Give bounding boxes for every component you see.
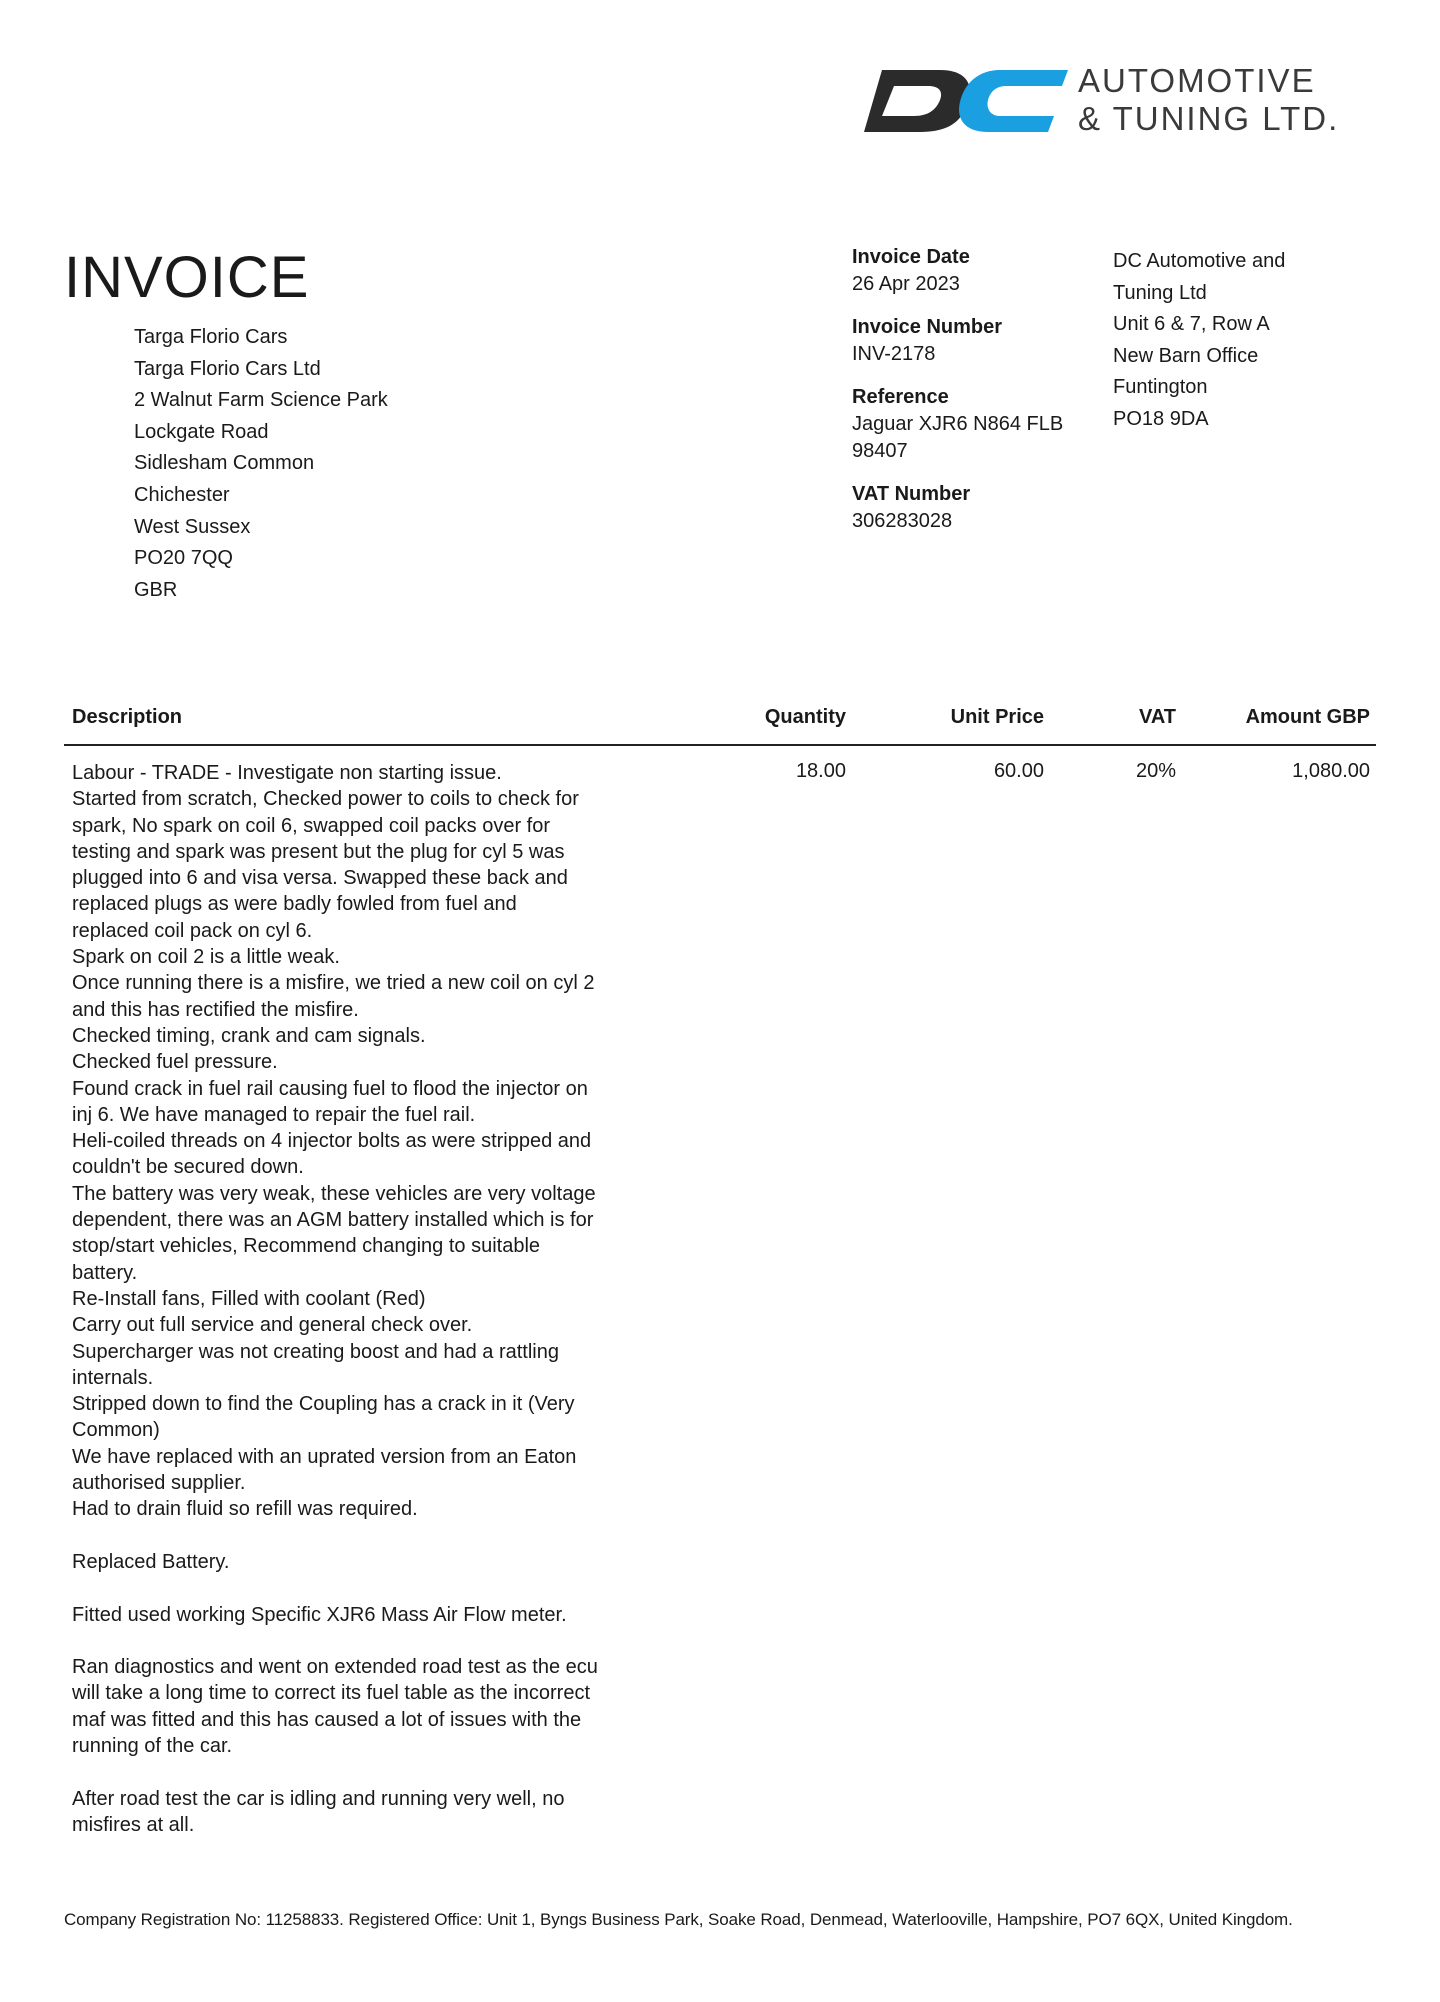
header-unit-price: Unit Price xyxy=(950,706,1044,728)
seller-line: Tuning Ltd xyxy=(1113,281,1207,304)
vat-number-value: 306283028 xyxy=(852,510,953,532)
invoice-date-label: Invoice Date xyxy=(852,246,970,268)
bill-to-line: Targa Florio Cars Ltd xyxy=(134,357,321,380)
line-item-unit-price: 60.00 xyxy=(993,760,1044,782)
seller-line: PO18 9DA xyxy=(1113,407,1209,430)
company-logo xyxy=(862,62,1372,144)
header-quantity: Quantity xyxy=(764,706,846,728)
invoice-number-group xyxy=(852,314,1092,368)
reference-value-line-2: 98407 xyxy=(852,440,908,462)
bill-to-line: Targa Florio Cars xyxy=(134,326,288,348)
document-title: INVOICE xyxy=(64,245,310,310)
invoice-meta xyxy=(852,244,1092,551)
header-amount: Amount GBP xyxy=(1245,706,1370,728)
logo-line-1: AUTOMOTIVE xyxy=(1078,62,1316,99)
invoice-date-value: 26 Apr 2023 xyxy=(852,273,960,295)
seller-line: DC Automotive and xyxy=(1113,250,1286,272)
header-description: Description xyxy=(72,706,183,728)
line-items-header xyxy=(64,704,1376,746)
line-item-description: Labour - TRADE - Investigate non starting issue. Started from scratch, Checked power to coils to check for spark, No spark on coil 6, swapped coil packs over for testing and spark was present but the plug for cyl 5 was plugged into 6 and visa versa. Swapped these back and replaced plugs as were badly fowled from fuel and replaced coil pack on cyl 6. Spark on coil 2 is a little weak. Once running there is a misfire, we tried a new coil on cyl 2 and this has rectified the misfire. Checked timing, crank and cam signals. Checked fuel pressure. Found crack in fuel rail causing fuel to flood the injector on inj 6. We have managed to repair the fuel rail. Heli-coiled threads on 4 injector bolts as were stripped and couldn't be secured down. The battery was very weak, these vehicles are very voltage dependent, there was an AGM battery installed which is for stop/start vehicles, Recommend changing to suitable battery. Re-Install fans, Filled with coolant (Red) Carry out full service and general check over. Supercharger was not creating boost and had a rattling internals. Stripped down to find the Coupling has a crack in it (Very Common) We have replaced with an uprated version from an Eaton authorised supplier. Had to drain fluid so refill was required. Replaced Battery. Fitted used working Specific XJR6 Mass Air Flow meter. Ran diagnostics and went on extended road test as the ecu will take a long time to correct its fuel table as the incorrect maf was fitted and this has caused a lot of issues with the running of the car. After road test the car is idling and running very well, no misfires at all. xyxy=(72,762,598,1836)
seller-address xyxy=(1113,246,1285,436)
line-item-quantity: 18.00 xyxy=(795,760,846,782)
invoice-number-label: Invoice Number xyxy=(852,316,1003,338)
vat-number-group xyxy=(852,481,1092,535)
company-registration-footer: Company Registration No: 11258833. Registered Office: Unit 1, Byngs Business Park, Soake Road, Denmead, Waterlooville, Hampshire, PO7 6QX, United Kingdom. xyxy=(64,1910,1293,1929)
bill-to-address xyxy=(134,322,388,606)
bill-to-line: GBR xyxy=(134,578,178,601)
bill-to-line: PO20 7QQ xyxy=(134,547,233,570)
invoice-date-group xyxy=(852,244,1092,298)
bill-to-line: Lockgate Road xyxy=(134,420,269,443)
bill-to-line: Sidlesham Common xyxy=(134,452,315,475)
line-item-vat: 20% xyxy=(1135,760,1176,782)
vat-number-label: VAT Number xyxy=(852,483,971,505)
line-item-amount: 1,080.00 xyxy=(1292,760,1370,782)
bill-to-line: 2 Walnut Farm Science Park xyxy=(134,389,388,412)
logo-wordmark xyxy=(1078,62,1339,138)
bill-to-line: West Sussex xyxy=(134,515,251,538)
seller-line: Unit 6 & 7, Row A xyxy=(1113,313,1270,336)
reference-label: Reference xyxy=(852,386,949,408)
reference-group xyxy=(852,384,1092,465)
seller-line: New Barn Office xyxy=(1113,344,1259,367)
dc-logo-mark xyxy=(862,66,1070,136)
header-vat: VAT xyxy=(1138,706,1176,728)
logo-line-2: & TUNING LTD. xyxy=(1078,100,1340,137)
bill-to-line: Chichester xyxy=(134,483,230,506)
reference-value-line-1: Jaguar XJR6 N864 FLB xyxy=(852,413,1064,435)
seller-line: Funtington xyxy=(1113,376,1208,399)
invoice-number-value: INV-2178 xyxy=(852,343,936,365)
